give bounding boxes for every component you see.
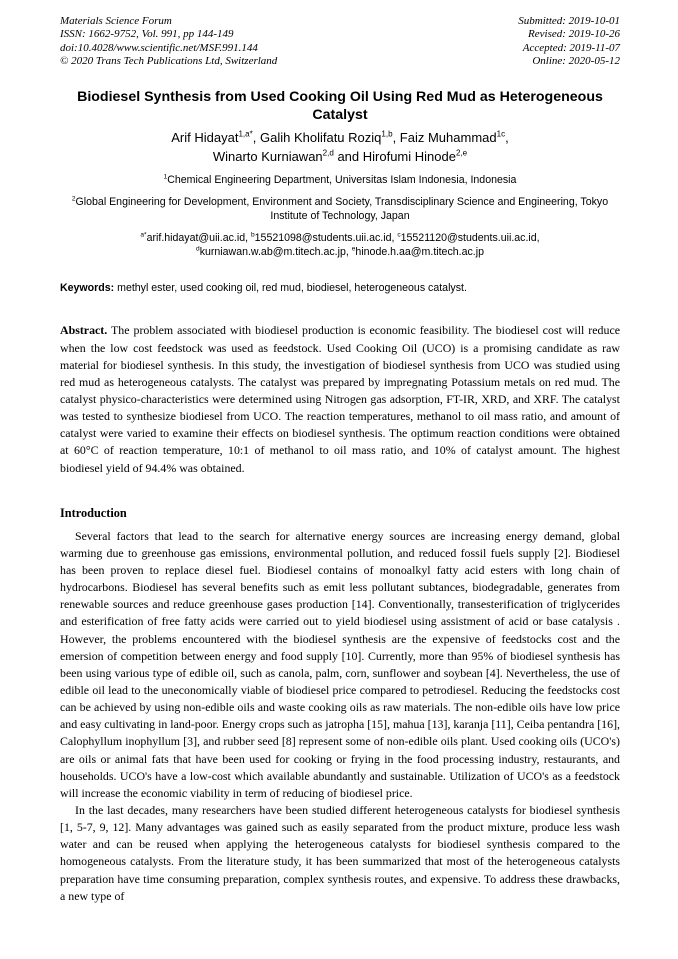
submitted-date: Submitted: 2019-10-01 <box>518 15 620 27</box>
authors-line-2: Winarto Kurniawan$^{2,d}$ and Hirofumi Hinode$^{2,e}$ <box>212 148 468 164</box>
emails-line-1: $^{a*}$arif.hidayat@uii.ac.id, $^b$15521098@students.uii.ac.id, $^c$15521120@students.uii.ac.id, <box>140 231 540 244</box>
abstract-paragraph <box>60 322 620 476</box>
authors-block <box>60 129 620 167</box>
doi-line: doi:10.4028/www.scientific.net/MSF.991.144 <box>60 41 258 54</box>
journal-info-block <box>60 15 277 69</box>
authors-line-1: Arif Hidayat$^{1,a*}$, Galih Kholifatu Roziq$^{1,b}$, Faiz Muhammad$^{1c}$, <box>171 129 509 145</box>
affiliation-1: $^1$Chemical Engineering Department, Universitas Islam Indonesia, Indonesia <box>163 173 517 186</box>
journal-name: Materials Science Forum <box>60 15 172 27</box>
publication-header <box>60 15 620 69</box>
accepted-date: Accepted: 2019-11-07 <box>522 41 620 54</box>
author-emails <box>60 232 620 260</box>
keywords-line <box>60 282 620 296</box>
keywords-text: methyl ester, used cooking oil, red mud, biodiesel, heterogeneous catalyst. <box>114 281 467 294</box>
paper-title: Biodiesel Synthesis from Used Cooking Oil Using Red Mud as Heterogeneous Catalyst <box>77 88 603 123</box>
keywords-label: Keywords: <box>60 281 115 294</box>
introduction-paragraph-1: Several factors that lead to the search for alternative energy sources are increasing energy demand, global warming due to greenhouse gas emissions, environmental pollution, and reduced fossil fuels supply [2]. Biodiesel has been proven to replace diesel fuel. Biodiesel contains of monoalkyl fatty acid esters with long chain of hydrocarbons. Biodiesel has several benefits such as emit less pollutant subtances, biodegradable, generates from renewable sources and reduce greenhouse gases production [14]. Conventionally, transesterification of triglycerides and esterification of free fatty acids were carried out to yield biodiesel using assistment of acid or base catalysis . However, the problems encountered with the biodiesel synthesis are the expensive of feedstocks cost and the emersion of competition between energy and food supply [10]. Currently, more than 95% of biodiesel synthesis has been using various type of edible oil, such as canola, palm, corn, sunflower and soybean [4]. Nevertheless, the use of edible oil lead to the uneconomically viable of biodiesel price compared to petrodiesel. Reducing the feedstocks cost can be achieved by using non-edible oils and waste cooking oils as raw materials. The non-edible oils have low price and easy cultivating in land-poor. Energy crops such as jatropha [15], mahua [13], karanja [11], Ceiba pentandra [16], Calophyllum inophyllum [3], and rubber seed [8] represent some of non-edible oils plant. Used cooking oils (UCO's) are oils or animal fats that have been used for cooking or frying in the food processing industry, restaurants, and households. UCO's have a low-cost which available abundantly and sustainable. Utilization of UCO's as a feedstock will increase the economic viability in term of reducing of biodiesel price. <box>60 528 620 800</box>
online-date: Online: 2020-05-12 <box>532 55 620 68</box>
introduction-heading: Introduction <box>60 505 127 520</box>
affiliation-2: $^2$Global Engineering for Development, Environment and Society, Transdisciplinary Science and Engineering, Tokyo Institute of Technology, Japan <box>71 195 609 222</box>
abstract-text: The problem associated with biodiesel production is economic feasibility. The biodiesel cost will reduce when the low cost feedstock was used as feedstock. Used Cooking Oil (UCO) is a promising candidate as raw material for biodiesel synthesis. In this study, the investigation of biodiesel synthesis from UCO was studied using red mud as heterogeneous catalysts. The catalyst was prepared by impregnating Potassium metals on red mud. The catalyst physico-characteristics were determined using Nitrogen gas adsorption, FT-IR, XRD, and XRF. The catalyst was tested to synthesize biodiesel from UCO. The reaction temperatures, methanol to oil mass ratio, and amount of catalyst were varied to examine their effects on biodiesel synthesis. The optimum reaction conditions were obtained at 60°C of reaction temperature, 10:1 of methanol to oil mass ratio, and 10% of catalyst amount. The highest biodiesel yield of 94.4% was obtained. <box>60 323 620 475</box>
issn-volume-line: ISSN: 1662-9752, Vol. 991, pp 144-149 <box>60 28 234 41</box>
revised-date: Revised: 2019-10-26 <box>528 28 620 41</box>
introduction-paragraph-2: In the last decades, many researchers have been studied different heterogeneous catalysts for biodiesel synthesis [1, 5-7, 9, 12]. Many advantages was gained such as easily separated from the product mixture, produce less wash water and can be reused when applying the heterogeneous catalysts for biodiesel synthesis compared to the homogeneous catalysts. From the literature study, it has been summarized that most of the heterogeneous catalysts preparation have time consuming preparation, complex synthesis routes, and expensive. To address these drawbacks, a new type of <box>60 802 620 903</box>
copyright-line: © 2020 Trans Tech Publications Ltd, Switzerland <box>60 55 278 68</box>
emails-line-2: $^d$kurniawan.w.ab@m.titech.ac.jp, $^e$hinode.h.aa@m.titech.ac.jp <box>196 245 484 258</box>
dates-block <box>518 15 620 69</box>
abstract-label: Abstract. <box>60 323 108 338</box>
